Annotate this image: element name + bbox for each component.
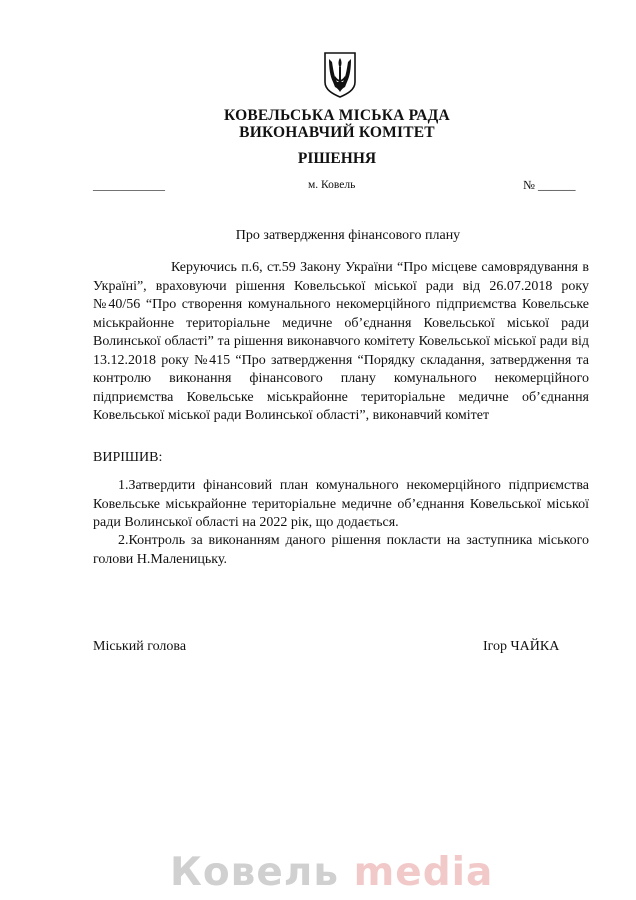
executive-committee-name: ВИКОНАВЧИЙ КОМІТЕТ (239, 124, 435, 141)
resolved-label: ВИРІШИВ: (93, 450, 163, 465)
signer-title: Міський голова (93, 639, 187, 654)
watermark-word-media: media (353, 850, 494, 895)
decision-item-1: 1.Затвердити фінансовий план комунального некомерційного підприємства Ковельське міськрайонне територіальне медичне об’єднання Ковельської міської ради Волинської області на 2022 рік, що додається. (93, 478, 589, 530)
date-blank-line: ____________ (93, 178, 165, 192)
kovel-media-watermark (170, 850, 493, 895)
document-type-title: РІШЕННЯ (297, 150, 377, 167)
document-number-blank: № ______ (523, 178, 576, 192)
document-subject: Про затвердження фінансового плану (235, 228, 461, 243)
city-label: м. Ковель (308, 179, 356, 191)
preamble-paragraph: Керуючись п.6, ст.59 Закону України “Про місцеве самоврядування в Україні”, враховуючи рішення Ковельської міської ради від 26.07.2018 року №40/56 “Про створення комунального некомерційного підприємства Ковельське міськрайонне територіальне медичне об’єднання Ковельської міської ради Волинської області” та рішення виконавчого комітету Ковельської міської ради від 13.12.2018 року №415 “Про затвердження “Порядку складання, затвердження та контролю виконання фінансового плану комунального некомерційного підприємства Ковельське міськрайонне територіальне медичне об’єднання Ковельської міської ради Волинської області”, виконавчий комітет (93, 260, 589, 423)
council-name: КОВЕЛЬСЬКА МІСЬКА РАДА (224, 107, 450, 124)
tryzub-coat-of-arms-icon (323, 52, 357, 98)
signer-name: Ігор ЧАЙКА (483, 639, 560, 654)
watermark-word-kovel: Ковель (170, 850, 354, 895)
decision-item-2: 2.Контроль за виконанням даного рішення покласти на заступника міського голови Н.Маленицьку. (93, 533, 589, 567)
